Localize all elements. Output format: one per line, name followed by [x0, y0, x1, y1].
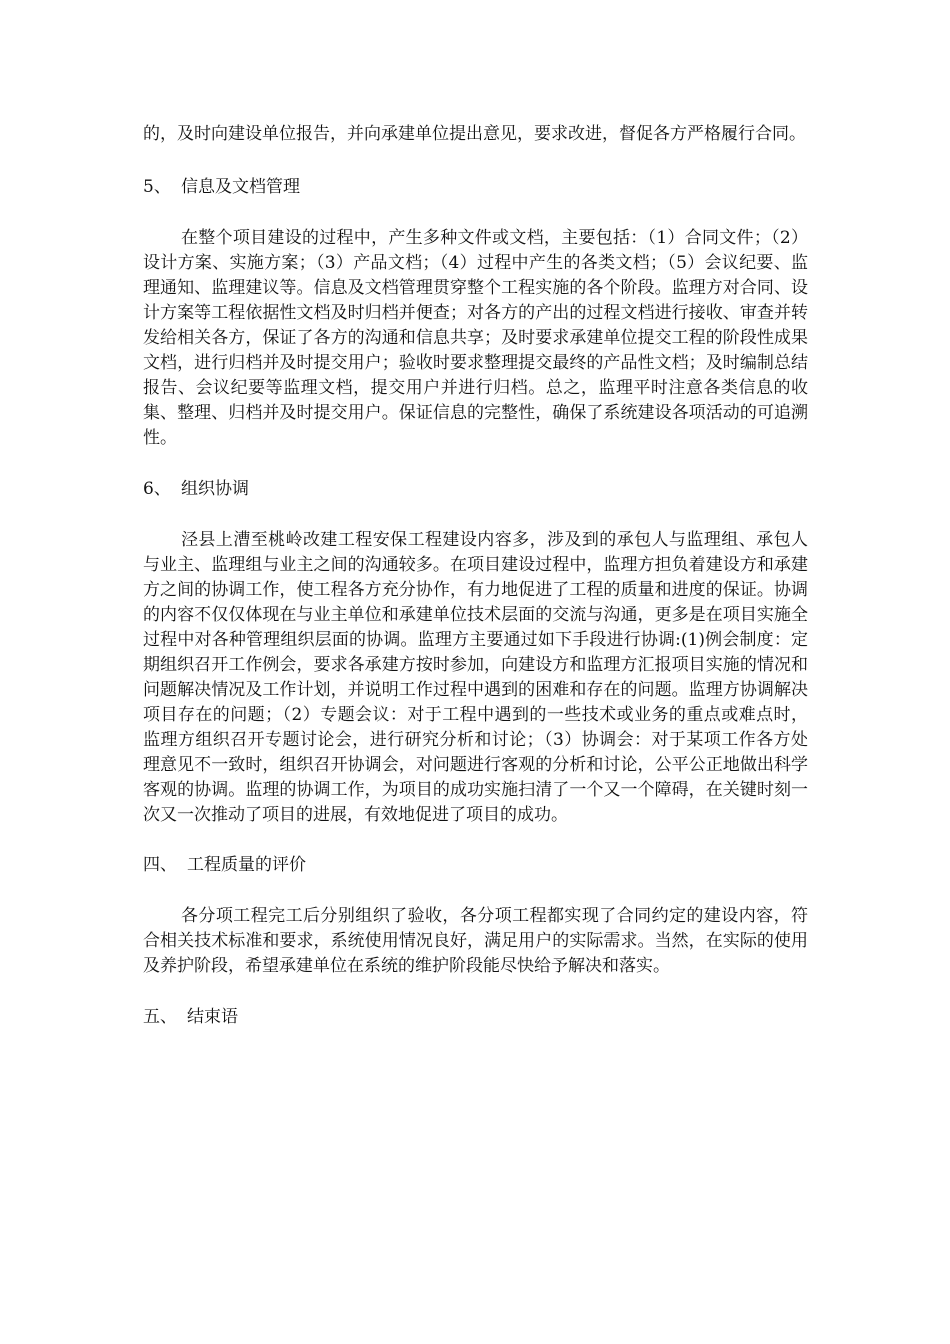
document-page	[143, 122, 808, 1030]
section-6-paragraph: 泾县上漕至桃岭改建工程安保工程建设内容多，涉及到的承包人与监理组、承包人与业主、监理组与业主之间的沟通较多。在项目建设过程中，监理方担负着建设方和承建方之间的协调工作，使工程各方充分协作，有力地促进了工程的质量和进度的保证。协调的内容不仅仅体现在与业主单位和承建单位技术层面的交流与沟通，更多是在项目实施全过程中对各种管理组织层面的协调。监理方主要通过如下手段进行协调:(1)例会制度：定期组织召开工作例会，要求各承建方按时参加，向建设方和监理方汇报项目实施的情况和问题解决情况及工作计划，并说明工作过程中遇到的困难和存在的问题。监理方协调解决项目存在的问题；（2）专题会议：对于工程中遇到的一些技术或业务的重点或难点时，监理方组织召开专题讨论会，进行研究分析和讨论；（3）协调会：对于某项工作各方处理意见不一致时，组织召开协调会，对问题进行客观的分析和讨论，公平公正地做出科学客观的协调。监理的协调工作，为项目的成功实施扫清了一个又一个障碍，在关键时刻一次又一次推动了项目的进展，有效地促进了项目的成功。	[143, 530, 808, 825]
chapter-number: 五、	[143, 1007, 177, 1027]
chapter-heading-5	[143, 1005, 808, 1030]
section-heading-5	[143, 175, 808, 200]
section-number: 6、	[143, 479, 171, 499]
chapter-title: 工程质量的评价	[187, 855, 306, 875]
chapter-number: 四、	[143, 855, 177, 875]
section-5-paragraph: 在整个项目建设的过程中，产生多种文件或文档，主要包括：（1）合同文件；（2）设计方案、实施方案；（3）产品文档；（4）过程中产生的各类文档；（5）会议纪要、监理通知、监理建议等。信息及文档管理贯穿整个工程实施的各个阶段。监理方对合同、设计方案等工程依据性文档及时归档并便查；对各方的产出的过程文档进行接收、审查并转发给相关各方，保证了各方的沟通和信息共享；及时要求承建单位提交工程的阶段性成果文档，进行归档并及时提交用户；验收时要求整理提交最终的产品性文档；及时编制总结报告、会议纪要等监理文档，提交用户并进行归档。总之，监理平时注意各类信息的收集、整理、归档并及时提交用户。保证信息的完整性，确保了系统建设各项活动的可追溯性。	[143, 228, 808, 448]
chapter-4-paragraph: 各分项工程完工后分别组织了验收，各分项工程都实现了合同约定的建设内容，符合相关技术标准和要求，系统使用情况良好，满足用户的实际需求。当然，在实际的使用及养护阶段，希望承建单位在系统的维护阶段能尽快给予解决和落实。	[143, 906, 808, 976]
chapter-title: 结束语	[187, 1007, 238, 1027]
section-heading-6	[143, 477, 808, 502]
section-title: 组织协调	[181, 479, 249, 499]
intro-paragraph: 的，及时向建设单位报告，并向承建单位提出意见，要求改进，督促各方严格履行合同。	[143, 124, 806, 144]
section-number: 5、	[143, 177, 171, 197]
section-title: 信息及文档管理	[181, 177, 300, 197]
chapter-heading-4	[143, 853, 808, 878]
